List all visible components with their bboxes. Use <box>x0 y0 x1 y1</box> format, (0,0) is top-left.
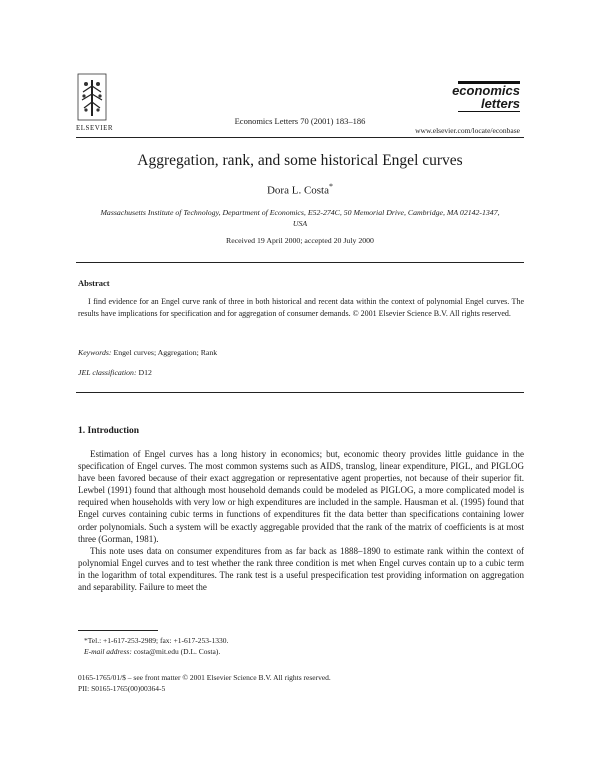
journal-citation: Economics Letters 70 (2001) 183–186 <box>234 116 366 126</box>
introduction-paragraph-1: Estimation of Engel curves has a long history in economics; but, economic theory provides little guidance in the specification of Engel curves. The most common systems such as AIDS, translog, linear expenditure, PIGL, and PIGLOG have been favored because of their exact aggregation or representative agent properties, not because of their superior fit. Lewbel (1991) found that although most household demands could be modeled as PIGLOG, a more complicated model is required when households with very low or high expenditures are included in the sample. Hausman et al. (1995) found that Engel curves containing cubic terms in functions of expenditures fit the data better than specifications containing lower order polynomials. Such a system will be exactly aggregable provided that the rank of the matrix of coefficients is at most three (Gorman, 1981). <box>78 449 524 544</box>
publisher-logo-text: ELSEVIER <box>76 124 114 132</box>
author-affiliation: Massachusetts Institute of Technology, Department of Economics, E52-274C, 50 Memorial Drive, Cambridge, MA 02142-1347, USA <box>100 208 500 228</box>
abstract-divider-top <box>76 262 524 263</box>
received-dates: Received 19 April 2000; accepted 20 July 2000 <box>226 236 374 245</box>
footnote-contact: *Tel.: +1-617-253-2989; fax: +1-617-253-1330. <box>84 636 229 645</box>
footnote-divider <box>78 630 158 631</box>
author-footnote-mark[interactable]: * <box>329 182 333 191</box>
page-footer <box>78 672 331 694</box>
journal-logo-rule-bottom <box>458 111 520 112</box>
keywords-label: Keywords: <box>78 348 112 357</box>
journal-logo-line2: letters <box>480 96 520 111</box>
journal-logo-line1: economics <box>452 83 520 98</box>
jel-value: D12 <box>138 368 152 377</box>
jel-line <box>78 368 152 377</box>
introduction-body <box>78 448 524 593</box>
author-name: Dora L. Costa <box>266 184 329 197</box>
pii-line: PII: S0165-1765(00)00364-5 <box>78 684 166 693</box>
journal-website-link[interactable]: www.elsevier.com/locate/econbase <box>415 126 520 135</box>
footnote-email-line <box>84 646 228 657</box>
abstract-heading: Abstract <box>78 278 110 288</box>
section-heading-introduction: 1. Introduction <box>78 426 140 436</box>
keywords-value: Engel curves; Aggregation; Rank <box>113 348 218 357</box>
abstract-divider-bottom <box>76 392 524 393</box>
abstract-text: I find evidence for an Engel curve rank of three in both historical and recent data within the context of polynomial Engel curves. The results have implications for specification and for aggregation of consumer demands. © 2001 Elsevier Science B.V. All rights reserved. <box>78 297 524 318</box>
introduction-paragraph-2: This note uses data on consumer expenditures from as far back as 1888–1890 to estimate rank within the context of polynomial Engel curves and to test whether the rank three condition is met when Engel curves contain up to a cubic term in the logarithm of total expenditures. The rank test is a useful prespecification test providing information on aggregation and separability. Failure to meet the <box>78 545 524 593</box>
journal-logo <box>452 84 520 110</box>
keywords-line <box>78 348 217 357</box>
footnote <box>84 635 228 657</box>
jel-label: JEL classification: <box>78 368 137 377</box>
header-divider <box>76 137 524 138</box>
copyright-line: 0165-1765/01/$ – see front matter © 2001 Elsevier Science B.V. All rights reserved. <box>78 673 331 682</box>
article-title: Aggregation, rank, and some historical Engel curves <box>137 152 463 169</box>
article-author <box>0 182 600 197</box>
email-label: E-mail address: <box>84 647 132 656</box>
email-address[interactable]: costa@mit.edu (D.L. Costa). <box>133 647 221 656</box>
